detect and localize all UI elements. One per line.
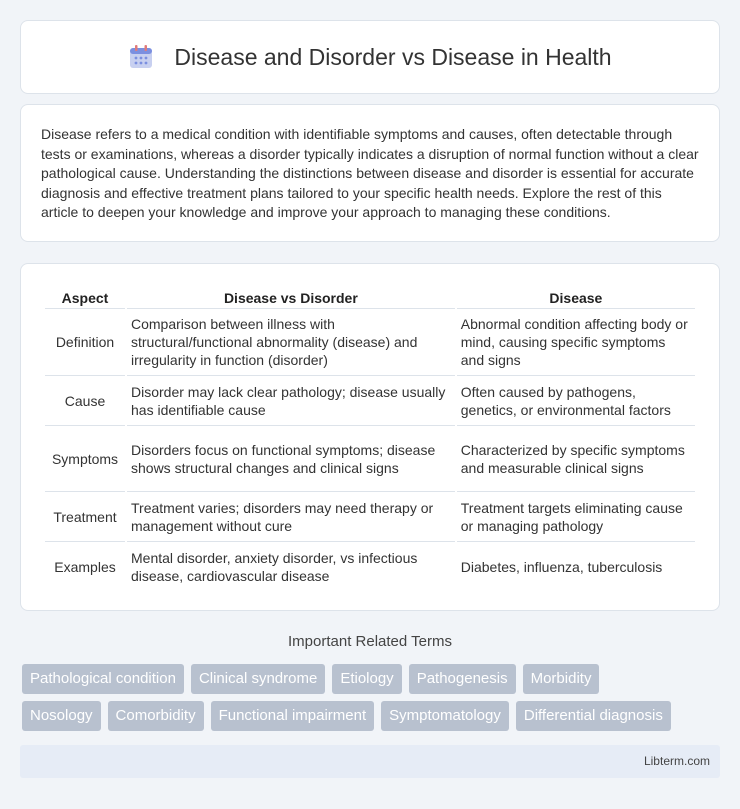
tag-nosology[interactable]: Nosology bbox=[22, 701, 101, 731]
related-terms-title: Important Related Terms bbox=[288, 633, 452, 650]
cell-aspect: Examples bbox=[54, 559, 116, 575]
tag-functional-impairment[interactable]: Functional impairment bbox=[211, 701, 375, 731]
table-header-row bbox=[45, 284, 695, 309]
header-aspect: Aspect bbox=[45, 284, 125, 309]
tag-row bbox=[22, 664, 722, 694]
cell-comparison: Comparison between illness with structural/functional abnormality (disease) and irregularity in function (disorder) bbox=[127, 309, 455, 376]
cell-aspect: Definition bbox=[45, 309, 125, 376]
tag-etiology[interactable]: Etiology bbox=[332, 664, 401, 694]
table-row bbox=[45, 542, 695, 592]
cell-disease: Often caused by pathogens, genetics, or environmental factors bbox=[457, 376, 695, 426]
cell-comparison: Treatment varies; disorders may need therapy or management without cure bbox=[127, 492, 455, 542]
table-row bbox=[45, 376, 695, 426]
intro-card bbox=[20, 104, 720, 242]
cell-comparison: Disorder may lack clear pathology; disease usually has identifiable cause bbox=[127, 376, 455, 426]
cell-comparison: Mental disorder, anxiety disorder, vs infectious disease, cardiovascular disease bbox=[131, 550, 418, 584]
cell-comparison: Disorders focus on functional symptoms; disease shows structural changes and clinical signs bbox=[127, 426, 455, 492]
tag-pathogenesis[interactable]: Pathogenesis bbox=[409, 664, 516, 694]
title-card bbox=[20, 20, 720, 94]
tag-differential-diagnosis[interactable]: Differential diagnosis bbox=[516, 701, 671, 731]
page-title: Disease and Disorder vs Disease in Health bbox=[174, 43, 612, 70]
footer-site-link[interactable]: Libterm.com bbox=[643, 754, 710, 768]
table-row bbox=[45, 309, 695, 376]
tag-symptomatology[interactable]: Symptomatology bbox=[381, 701, 509, 731]
tag-row bbox=[22, 701, 722, 731]
tag-comorbidity[interactable]: Comorbidity bbox=[108, 701, 204, 731]
tag-morbidity[interactable]: Morbidity bbox=[523, 664, 600, 694]
cell-disease: Treatment targets eliminating cause or managing pathology bbox=[457, 492, 695, 542]
cell-disease: Diabetes, influenza, tuberculosis bbox=[460, 559, 663, 575]
comparison-table-card bbox=[20, 263, 720, 611]
header-disease: Disease bbox=[457, 284, 695, 309]
header-disease-vs-disorder: Disease vs Disorder bbox=[127, 284, 455, 309]
cell-aspect: Symptoms bbox=[45, 426, 125, 492]
tag-pathological-condition[interactable]: Pathological condition bbox=[22, 664, 184, 694]
footer bbox=[20, 745, 720, 778]
table-row bbox=[45, 492, 695, 542]
cell-aspect: Cause bbox=[45, 376, 125, 426]
tag-clinical-syndrome[interactable]: Clinical syndrome bbox=[191, 664, 325, 694]
cell-disease: Abnormal condition affecting body or mind, causing specific symptoms and signs bbox=[457, 309, 695, 376]
comparison-table bbox=[43, 284, 697, 592]
cell-disease: Characterized by specific symptoms and measurable clinical signs bbox=[457, 426, 695, 492]
intro-paragraph: Disease refers to a medical condition with identifiable symptoms and causes, often detectable through tests or examinations, whereas a disorder typically indicates a disruption of normal function without a clear pathological cause. Understanding the distinctions between disease and disorder is essential for accurate diagnosis and effective treatment plans tailored to your specific health needs. Explore the rest of this article to deepen your knowledge and improve your approach to managing these conditions. bbox=[41, 126, 699, 220]
related-terms-list bbox=[22, 664, 722, 738]
cell-aspect: Treatment bbox=[45, 492, 125, 542]
calendar-icon bbox=[128, 44, 154, 70]
table-row bbox=[45, 426, 695, 492]
